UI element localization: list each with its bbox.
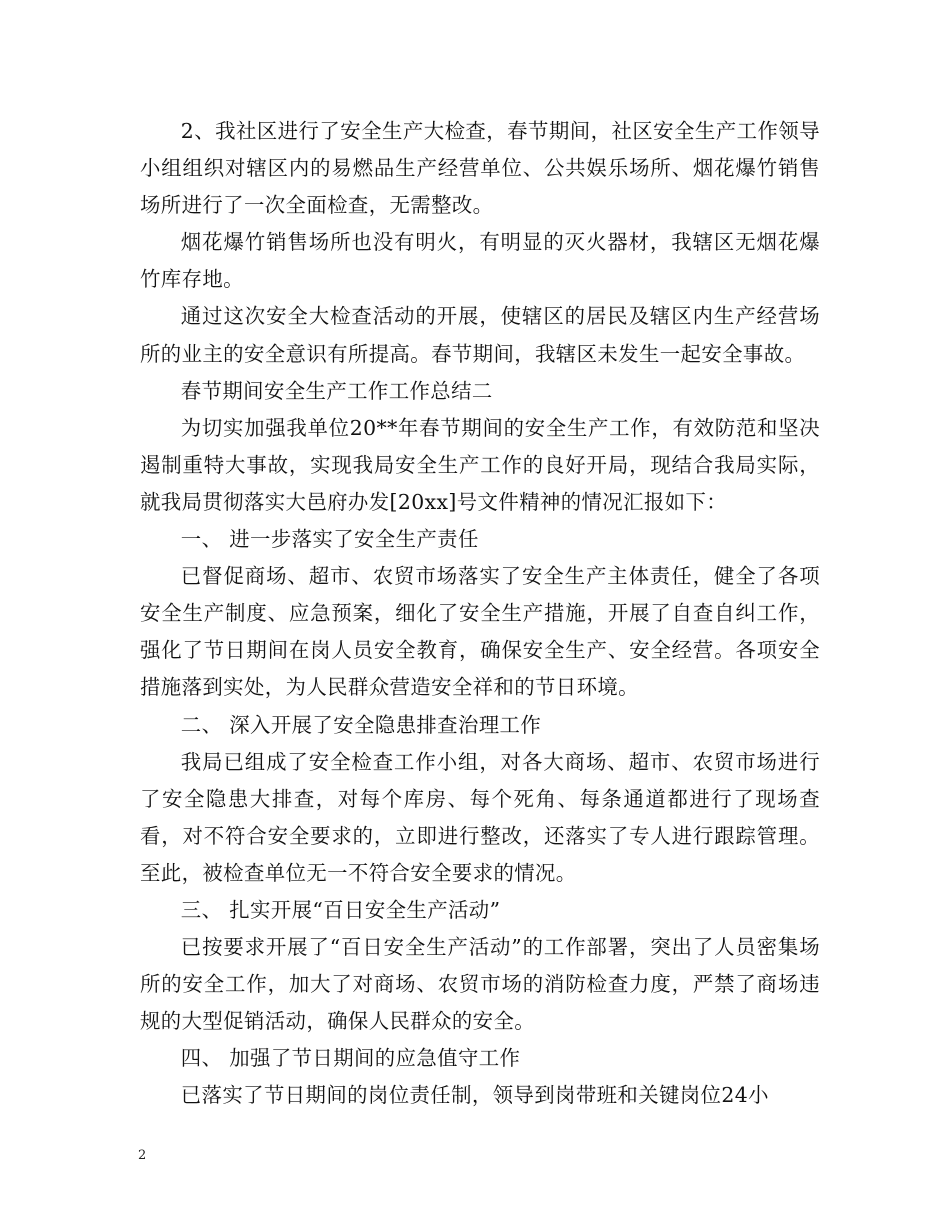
paragraph-section-four: 已落实了节日期间的岗位责任制，领导到岗带班和关键岗位24小 [180, 1083, 769, 1108]
heading-section-one: 一、 进一步落实了安全生产责任 [180, 527, 479, 552]
heading-section-two: 二、 深入开展了安全隐患排查治理工作 [180, 712, 542, 737]
paragraph-introduction: 为切实加强我单位20**年春节期间的安全生产工作，有效防范和坚决遏制重特大事故，实现我局安全生产工作的良好开局，现结合我局实际，就我局贯彻落实大邑府办发[20xx]号文件精神的情况汇报如下： [140, 415, 820, 514]
heading-section-three: 三、 扎实开展“百日安全生产活动” [180, 897, 501, 922]
paragraph-community-inspection: 2、我社区进行了安全生产大检查，春节期间，社区安全生产工作领导小组组织对辖区内的易燃品生产经营单位、公共娱乐场所、烟花爆竹销售场所进行了一次全面检查，无需整改。 [140, 119, 820, 218]
paragraph-inspection-result: 通过这次安全大检查活动的开展，使辖区的居民及辖区内生产经营场所的业主的安全意识有所提高。春节期间，我辖区未发生一起安全事故。 [140, 304, 820, 366]
paragraph-section-one: 已督促商场、超市、农贸市场落实了安全生产主体责任，健全了各项安全生产制度、应急预案，细化了安全生产措施，开展了自查自纠工作，强化了节日期间在岗人员安全教育，确保安全生产、安全经营。各项安全措施落到实处，为人民群众营造安全祥和的节日环境。 [140, 564, 820, 700]
document-body [140, 113, 820, 1115]
paragraph-fireworks-sales: 烟花爆竹销售场所也没有明火，有明显的灭火器材，我辖区无烟花爆竹库存地。 [140, 230, 820, 292]
paragraph-section-three: 已按要求开展了“百日安全生产活动”的工作部署，突出了人员密集场所的安全工作，加大了对商场、农贸市场的消防检查力度，严禁了商场违规的大型促销活动，确保人民群众的安全。 [140, 935, 820, 1034]
page-number: 2 [138, 1148, 147, 1163]
paragraph-section-two: 我局已组成了安全检查工作小组，对各大商场、超市、农贸市场进行了安全隐患大排查，对每个库房、每个死角、每条通道都进行了现场查看，对不符合安全要求的，立即进行整改，还落实了专人进行跟踪管理。至此，被检查单位无一不符合安全要求的情况。 [140, 749, 820, 885]
section-title-summary-two: 春节期间安全生产工作工作总结二 [180, 378, 493, 403]
heading-section-four: 四、 加强了节日期间的应急值守工作 [180, 1046, 521, 1071]
